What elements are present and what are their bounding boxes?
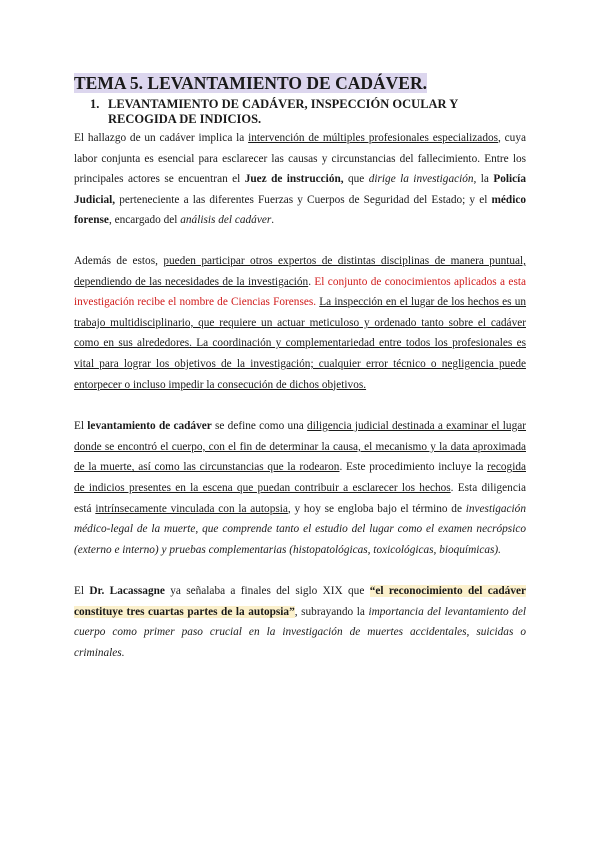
text-run: , subrayando la bbox=[294, 605, 369, 618]
italic-text: importancia del levantamiento del cuerpo como primer paso crucial en la investigación de muertes accidentales, suicidas o criminales. bbox=[74, 605, 526, 660]
italic-text: dirige la investigación, bbox=[368, 173, 477, 186]
document-page bbox=[74, 72, 526, 664]
underlined-text: pueden participar otros expertos de distintas disciplinas de manera puntual, dependiendo de las necesidades de la investigación bbox=[74, 254, 527, 288]
underlined-text: recogida de indicios presentes en la escena que puedan contribuir a esclarecer los hechos bbox=[74, 461, 526, 494]
text-run: , cuya labor conjunta es esencial para esclarecer las causas y circunstancias del fallecimiento. Entre los principales actores se encuentran el bbox=[74, 132, 526, 186]
text-run: El hallazgo de un cadáver implica la bbox=[74, 132, 249, 144]
bold-text: médico forense bbox=[74, 193, 526, 227]
text-run: perteneciente a las diferentes Fuerzas y Cuerpos de Seguridad del Estado; y el bbox=[115, 193, 492, 206]
bold-text: levantamiento de cadáver bbox=[87, 420, 212, 433]
underlined-text: La inspección en el lugar de los hechos es un trabajo multidisciplinario, que requiere un actuar meticuloso y ordenado tanto sobre el cadáver como en sus alrededores. La coordinación y complementariedad entre todos los profesionales es vital para lograr los objetivos de la investigación; cualquier error técnico o negligencia puede entorpecer o incluso impedir la consecución de dichos objetivos. bbox=[74, 296, 527, 391]
paragraph-3 bbox=[74, 416, 526, 560]
text-run: ya señalaba a finales del siglo XIX que bbox=[164, 585, 370, 598]
text-run: se define como una bbox=[211, 420, 308, 433]
italic-text: análisis del cadáver bbox=[180, 214, 272, 227]
text-run: , encargado del bbox=[108, 214, 181, 227]
text-run: . Este procedimiento incluye la bbox=[339, 461, 488, 474]
text-run: El bbox=[74, 585, 90, 598]
text-run: El bbox=[74, 420, 88, 433]
text-run: , y hoy se engloba bajo el término de bbox=[287, 502, 466, 515]
red-highlighted-text: El conjunto de conocimientos aplicados a esta investigación recibe el nombre de Ciencias Forenses. bbox=[74, 275, 526, 309]
underlined-text: diligencia judicial destinada a examinar el lugar donde se encontró el cuerpo, con el fin de determinar la causa, el mecanismo y la data aproximada de la muerte, así como las circunstancias que la rodearon bbox=[74, 420, 527, 474]
paragraph-4 bbox=[74, 581, 526, 663]
text-run: . Esta diligencia está bbox=[74, 481, 527, 515]
bold-text: Dr. Lacassagne bbox=[89, 585, 165, 598]
text-run: la bbox=[476, 173, 494, 186]
paragraph-2 bbox=[74, 251, 526, 395]
section-title: LEVANTAMIENTO DE CADÁVER, INSPECCIÓN OCULAR Y RECOGIDA DE INDICIOS. bbox=[108, 97, 458, 126]
paragraph-1 bbox=[74, 128, 526, 231]
underlined-text: intrínsecamente vinculada con la autopsia bbox=[95, 502, 288, 515]
bold-text: Policía Judicial, bbox=[74, 173, 526, 206]
bold-highlighted-quote: “el reconocimiento del cadáver constituye tres cuartas partes de la autopsia” bbox=[74, 585, 526, 618]
text-run: . bbox=[271, 214, 275, 227]
italic-text: investigación médico-legal de la muerte, que comprende tanto el estudio del lugar como el examen necrópsico (externo e interno) y pruebas complementarias (histopatológicas, toxicológicas, bioquímicas). bbox=[74, 502, 526, 556]
page-title bbox=[74, 72, 526, 94]
bold-text: Juez de instrucción, bbox=[244, 173, 344, 186]
section-number: 1. bbox=[90, 97, 100, 111]
title-text: TEMA 5. LEVANTAMIENTO DE CADÁVER. bbox=[74, 73, 427, 93]
text-run: Además de estos, bbox=[74, 254, 164, 267]
underlined-text: intervención de múltiples profesionales especializados bbox=[248, 132, 499, 144]
section-heading bbox=[90, 97, 526, 127]
text-run: que bbox=[343, 173, 369, 186]
text-run: . bbox=[308, 275, 315, 288]
